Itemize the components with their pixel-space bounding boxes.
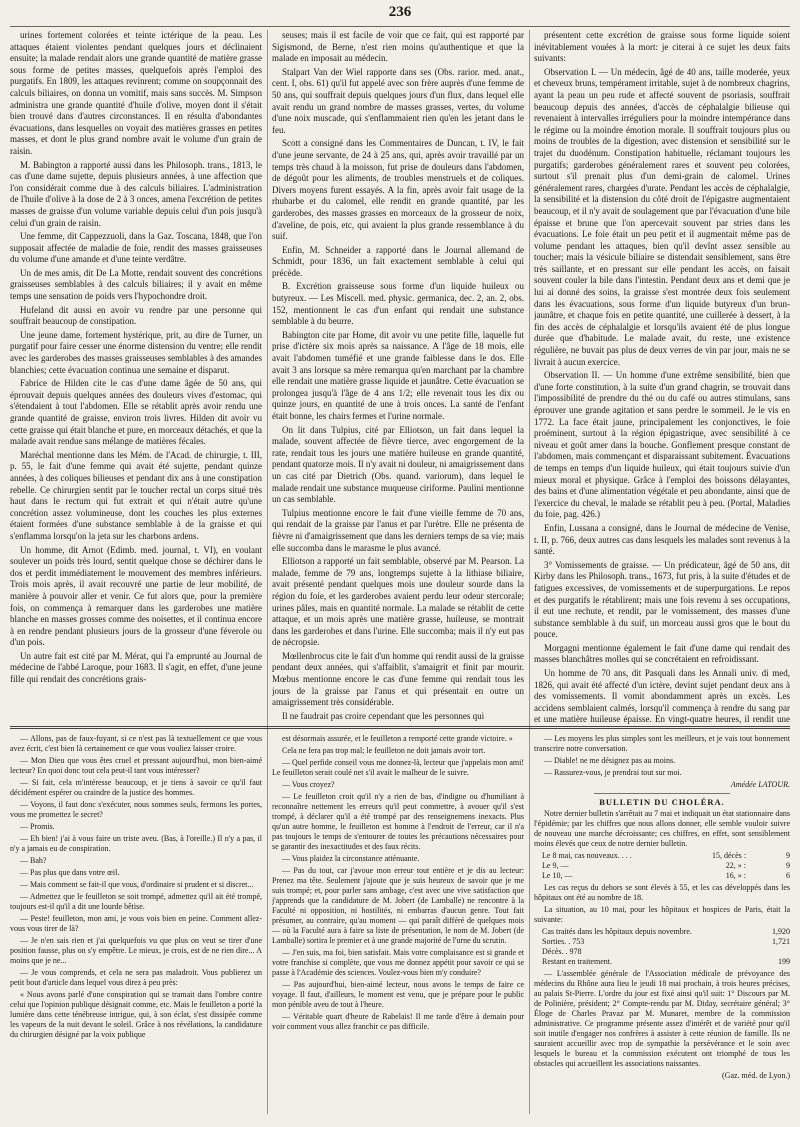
paragraph: — Promis. xyxy=(20,822,55,831)
column-2 xyxy=(272,30,524,725)
column-divider xyxy=(267,30,268,1114)
stat-cell: Décès. . 978 xyxy=(542,947,582,956)
stat-cell: Restant en traitement. xyxy=(542,957,612,966)
stat-cell: 1,721 xyxy=(772,937,790,946)
stat-cell xyxy=(700,937,746,947)
paragraph: « Nous avons parlé d'une conspiration qui se tramait dans l'ombre contre celui que l'opinion publique désignait comme, etc. Mais le feuilleton a porté la lumière dans cette ténébreuse intrigue, qui, à son éclat, s'est dissipée comme les vapeurs de la nuit devant le soleil. Grâce à nos révélations, la candidature du chirurgien désigné par la voix publique xyxy=(10,990,262,1039)
column-divider xyxy=(529,30,530,1114)
paragraph: — Peste! feuilleton, mon ami, je vous vois bien en peine. Comment allez-vous vous tirer de là? xyxy=(10,914,262,933)
stat-cell xyxy=(700,947,746,957)
paragraph: Enfin, Lussana a consigné, dans le Journal de médecine de Venise, t. II, p. 766, deux autres cas dans lesquels les malades sont revenus à la santé. xyxy=(534,522,790,557)
stat-cell: Le 9, — xyxy=(542,861,569,870)
bulletin-situation: La situation, au 10 mai, pour les hôpitaux et hospices de Paris, était la suivante: xyxy=(534,905,790,924)
paragraph: Un homme, dit Arnot (Edimb. med. journal, t. VI), en voulant soulever un poids très lourd, sentit quelque chose se déchirer dans le dos et perdit immédiatement le mouvement des membres inférieurs. Trois mois après, il avait recouvré une partie de leur mobilité, de manière à pouvoir aller et venir. Ce fut alors que, pour la première fois, on commença à remarquer dans les garderobes une matière blanche en masses grosses comme des noisettes, et il continua encore à en rendre pendant plusieurs jours de la grosseur d'une féverole ou d'un pois. xyxy=(10,544,262,648)
feuilleton-column-2 xyxy=(272,734,524,1114)
stat-cell xyxy=(700,957,746,967)
stat-cell xyxy=(750,947,790,957)
feuilleton-divider xyxy=(10,726,790,729)
paragraph: — Vous croyez? xyxy=(282,780,335,789)
paragraph: seuses; mais il est facile de voir que ce fait, qui est rapporté par Sigismond, de Berne, n'est rien moins qu'authentique et que la malade en imposait au médecin. xyxy=(272,30,524,64)
paragraph: Enfin, M. Schneider a rapporté dans le Journal allemand de Schmidt, pour 1836, un fait exactement semblable à celui qui précède. xyxy=(272,244,524,278)
stat-cell: Le 8 mai, cas nouveaux. . . . xyxy=(542,851,632,860)
paragraph: Elliotson a rapporté un fait semblable, observé par M. Pearson. La malade, femme de 79 ans, longtemps sujette à la lithiase biliaire, avait présenté pendant quelques mois une douleur sourde dans la région du foie, et les garderobes avaient perdu leur odeur stercorale; urines pâles, mais en quantité normale. La malade se rétablit de cette attaque, et un mois après une matière grasse, huileuse, se montrait dans les garderobes et dans l'urine. Elle succomba; mais il n'y eut pas de nécropsie. xyxy=(272,556,524,648)
header-rule xyxy=(10,26,790,27)
paragraph: Observation I. — Un médecin, âgé de 40 ans, taille moderée, yeux et cheveux bruns, tempérament irritable, sujet à de nombreux chagrins, ayant la peau un peu rude et affecté souvent de psoriasis, souffrait beaucoup depuis des années, d'accès de céphalalgie bilieuse qui revenaient à intervalles irréguliers pour la moindre intempérance dans le régime ou la moindre émotion morale. Il souffrait toujours plus ou moins de troubles de la digestion, avec distension et sensibilité sur le trajet du duodénum. Constipation habituelle, réclamant toujours les purgatifs; garderobes généralement rares et souvent peu colorées, surtout s'il prenait plus d'un demi-grain de calomel. Urines généralement rares, chargées d'urate. Pendant les accès de céphalalgie, la sensibilité et la distension du côté droit de l'épigastre augmentaient beaucoup, et il n'y avait de soulagement que par l'évacuation d'une bile épaisse et brune que l'on apercevait souvent par stries dans les évacuations. Le foie était un peu petit et il augmentait même pas de volume pendant les attaques, bien qu'il devînt assez sensible au toucher; mais la vésicule biliaire se distendait sensiblement, sans être très saillante, et en pressant sur elle pendant les accès, on faisait souvent couler la bile dans l'intestin. Pendant deux ans et demi que je lui ai donné des soins, la graisse s'est montrée deux fois seulement dans les évacuations, sous forme d'un liquide butyreux d'un brun-jaunâtre, et chaque fois en petite quantité, une cuillerée à dessert, à la fin des accès de céphalalgie et lorsqu'ils avaient été de plus longue durée que d'habitude. Le malade avait, du reste, une existence régulière, ne buvait pas plus de deux verres de vin par jour, mais ne se livrait à aucun exercice. xyxy=(534,66,790,367)
paragraph: Une femme, dit Cappezzuoli, dans la Gaz. Toscana, 1848, que l'on supposait affectée de maladie de foie, rendit des masses graisseuses du volume d'une amande et d'une teinte verdâtre. xyxy=(10,231,262,265)
paragraph: Un homme de 70 ans, dit Pasquali dans les Annali univ. di med, 1826, qui avait été affecté d'un ictère, devint sujet pendant deux ans à des vomissements. Il vomit abondamment après un excès. Les accidens semblaient calmés, lorsqu'il commença à rendre du sang par et une matière huileuse épaisse. En vingt-quatre heures, il rendit une xyxy=(534,668,790,725)
paragraph: Maréchal mentionne dans les Mém. de l'Acad. de chirurgie, t. III, p. 55, le fait d'une femme qui avait été sujette, pendant quinze années, à des coliques bilieuses et pendant dix ans à une constipation rebelle. Ce chirurgien sentit par le toucher rectal un corps situé très haut dans le rectum qui fut extrait et qui n'était autre qu'une concrétion assez volumineuse, dont les couches les plus externes étaient formées d'une substance semblable à de la graisse et qui s'enflamma lorsqu'on la jeta sur les charbons ardens. xyxy=(10,449,262,541)
separator xyxy=(594,793,730,794)
paragraph: — Vous plaidez la circonstance atténuante. xyxy=(282,854,420,863)
hospital-stats xyxy=(542,927,790,967)
stat-cell: 15, décès : xyxy=(712,851,746,860)
paragraph: — Si fait, cela m'intéresse beaucoup, et je tiens à savoir ce qu'il faut décidément espérer ou craindre de la justice des hommes. xyxy=(10,778,262,797)
paragraph: — J'en suis, ma foi, bien satisfait. Mais votre complaisance est si grande et votre franchise si complète, que vous me donnez appétit pour savoir ce qui se passe à l'Académie des sciences. Voulez-vous bien m'y conduire? xyxy=(272,948,524,977)
paragraph: Observation II. — Un homme d'une extrême sensibilité, bien que d'une forte constitution, à la suite d'un grand chagrin, se trouvait dans l'impossibilité de prendre du thé ou du café ou autres stimulans, sans éprouver une grande agitation et sans perdre le sommeil. Je le vis en 1772. La face était jaune, principalement les conjonctives, le foie proéminent, surtout à la région épigastrique, avec sensibilité à ce niveau et goût amer dans la bouche. Gonflement presque constant de l'abdomen, mais commençant et disparaissant subitement. Évacuations de temps en temps d'un liquide huileux, qui était toujours suivie d'un mieux moral et physique. Grâce à l'emploi des boissons délayantes, des bains et d'une alimentation végétale et peu abondante, ainsi que de l'exercice du cheval, le malade se rétablit peu à peu. (Portal, Maladies du foie, pag. 426.) xyxy=(534,370,790,520)
paragraph: — Rassurez-vous, je prendrai tout sur moi. xyxy=(544,768,682,777)
feuilleton-column-1 xyxy=(10,734,262,1114)
stat-cell: Cas traités dans les hôpitaux depuis novembre. xyxy=(542,927,692,936)
stat-cell: Sorties. . 753 xyxy=(542,937,585,946)
paragraph: urines fortement colorées et teinte ictérique de la peau. Les attaques étaient violentes pendant quelques jours et déclinaient ensuite; la malade rendait alors une grande quantité de matière grasse sous forme de petites masses, quelquefois après l'emploi des purgatifs. En 1809, les attaques revinrent; comme on soupçonnait des calculs biliaires, on donna un vomitif, mais sans succès. M. Simpson administra une grande quantité d'huile d'olive, moyen dont il s'était bien trouvé dans d'autres circonstances. Il en résulta d'abondantes évacuations, dans lesquelles on voyait des matières grasses en petites masses, et dont le plus grand nombre avait le volume d'un grain de raisin. xyxy=(10,30,262,156)
paragraph: Mœllenbrocus cite le fait d'un homme qui rendit aussi de la graisse pendant deux années, qui s'affaiblit, s'amaigrit et finit par mourir. Mœbus mentionne encore le cas d'une femme qui rendait tous les jours de la graisse par l'anus et qui présentait en outre un amaigrissement très considérable. xyxy=(272,650,524,708)
stat-cell: 6 xyxy=(786,871,790,880)
paragraph: Hufeland dit aussi en avoir vu rendre par une personne qui souffrait beaucoup de constipation. xyxy=(10,304,262,327)
paragraph: Un autre fait est cité par M. Mérat, qui l'a emprunté au Journal de médecine de l'abbé Laroque, pour 1683. Il s'agit, en effet, d'une jeune fille qui rendait des concrétions grais- xyxy=(10,650,262,685)
bulletin-note: Les cas reçus du dehors se sont élevés à 55, et les cas développés dans les hôpitaux ont été au nombre de 18. xyxy=(534,883,790,902)
feuilleton-end xyxy=(534,734,790,778)
paragraph: — Voyons, il faut donc s'exécuter, nous sommes seuls, fermons les portes, vous me promettez le secret? xyxy=(10,800,262,819)
paragraph: est désormais assurée, et le feuilleton a remporté cette grande victoire. » xyxy=(282,734,513,743)
bulletin-intro: Notre dernier bulletin s'arrêtait au 7 mai et indiquait un état stationnaire dans l'épidémie; par les chiffres que nous allons donner, elle semble vouloir suivre de nouveau une marche décroissante; ces chiffres, en effet, sont sensiblement moins élevés que ceux de notre dernier bulletin. xyxy=(534,809,790,848)
stat-cell: Le 10, — xyxy=(542,871,573,880)
paragraph: — Les moyens les plus simples sont les meilleurs, et je vais tout bonnement transcrire notre conversation. xyxy=(534,734,790,753)
stat-cell: 1,920 xyxy=(772,927,790,936)
paragraph: Stalpart Van der Wiel rapporte dans ses (Obs. rarior. med. anat., cent. I, obs. 61) qu'il fut appelé avec son frère auprès d'une femme de 50 ans, qui souffrait depuis quelques jours d'un flux, dans lequel elle avait rendu un grand nombre de masses grasses, vertes, du volume d'une noix muscade, qui s'enflammaient rien qu'en les jetant dans le feu. xyxy=(272,66,524,135)
paragraph: Tulpius mentionne encore le fait d'une vieille femme de 70 ans, qui rendait de la graisse par l'anus et par l'urètre. Elle ne présenta de fièvre ni d'amaigrissement que dans les derniers temps de sa vie; mais elle succomba dans le marasme le plus avancé. xyxy=(272,507,524,553)
paragraph: Une jeune dame, fortement hystérique, prit, au dire de Turner, un purgatif pour faire cesser une énorme distension du ventre; elle rendit avec les garderobes des masses graisseuses semblables à des amandes blanchies; cette évacuation continua une semaine et disparut. xyxy=(10,329,262,375)
stat-cell: 9 xyxy=(786,851,790,860)
column-3 xyxy=(534,30,790,725)
feuilleton-column-3 xyxy=(534,734,790,1114)
paragraph: — Bah? xyxy=(20,856,47,865)
assembly-notice: — L'assemblée générale de l'Association médicale de prévoyance des médecins du Rhône aura lieu le jeudi 18 mai prochain, à trois heures précises, au palais St-Pierre. L'ordre du jour est fixé ainsi qu'il suit: 1° Discours par M. de Polinière, président; 2° Compte-rendu par M. Diday, secrétaire général; 3° Éloge de Charles Pravaz par M. Munaret, membre de la commission administrative. Ce programme présente assez d'intérêt et de variété pour qu'il soit inutile d'engager nos confrères à assister à cette réunion de famille. Ils ne sauraient accueillir avec trop de sympathie la persévérance et le soin avec lesquels le bureau et la commission exécutent ont triomphé de tous les obstacles qui accueillent les associations naissantes. xyxy=(534,969,790,1068)
paragraph: — Allons, pas de faux-fuyant, si ce n'est pas là textuellement ce que vous avez écrit, c'est bien là certainement ce que vous vouliez laisser croire. xyxy=(10,734,262,753)
paragraph: — Le feuilleton croit qu'il n'y a rien de bas, d'indigne ou d'humiliant à reconnaître nettement les erreurs qu'il peut commettre, à avouer qu'il s'est trompé, à déclarer qu'il a été trompé par des renseignemens inexacts. Plus qu'un autre homme, le feuilleton est homme à l'endroit de l'erreur, car il n'a pas toujours le temps de s'entourer de toutes les précautions nécessaires pour se garantir des inexactitudes et des faux récits. xyxy=(272,792,524,851)
paragraph: Un de mes amis, dit De La Motte, rendait souvent des concrétions graisseuses semblables à des calculs biliaires; il y avait en même temps une sensation de poids vers l'hypochondre droit. xyxy=(10,267,262,302)
paragraph: On lit dans Tulpius, cité par Elliotson, un fait dans lequel la malade, souvent affectée de fièvre tierce, avec engorgement de la rate, rendait tous les jours une matière huileuse en grande quantité, pendant quatorze mois. Il n'y avait ni douleur, ni amaigrissement dans un cas cité par Dietrich (Obs. quand. variorum), dans lequel le malade rendait une substance muqueuse ciriforme. Paulini mentionne un cas semblable. xyxy=(272,424,524,505)
bulletin-title: BULLETIN DU CHOLÉRA. xyxy=(599,797,725,807)
assembly-source: (Gaz. méd. de Lyon.) xyxy=(722,1071,790,1080)
paragraph: — Admettez que le feuilleton se soit trompé, admettez qu'il ait été trompé, toujours est-il qu'il a dit une lourde bêtise. xyxy=(10,892,262,911)
newspaper-page xyxy=(10,4,790,1117)
paragraph: Il ne faudrait pas croire cependant que les personnes qui xyxy=(282,710,485,721)
paragraph: — Pas aujourd'hui, bien-aimé lecteur, nous avons le temps de faire ce voyage. Il faut, d'ailleurs, le moment est venu, que je prépare pour le public mon pénible aveu de tout à l'heure. xyxy=(272,980,524,1009)
page-number: 236 xyxy=(388,4,412,20)
paragraph: — Pas du tout, car j'avoue mon erreur tout entière et je dis au lecteur: Prenez ma tête. Seulement j'ajoute que je suis heureux de savoir que je me suis trompé; et, pour parler sans ambage, c'est avec une vive satisfaction que j'apprends que la candidature de M. Jobert (de Lamballe) ne rencontre à la Faculté ni opposition, ni hostilités, ni embarras d'aucun genre. Tout fait présumer, au contraire, qu'au moment — qui paraît différé de quelques mois — où la Faculté aura à faire sa liste de présentation, le nom de M. Jobert (de Lamballe) sortira le premier et à une grande majorité de l'urne du scrutin. xyxy=(272,866,524,945)
paragraph: — Mais comment se fait-il que vous, d'ordinaire si prudent et si discret... xyxy=(20,880,254,889)
paragraph: M. Babington a rapporté aussi dans les Philosoph. trans., 1813, le cas d'une dame sujette, depuis plusieurs années, à une affection que l'on considérait comme due à des calculs biliaires. L'administration de l'huile d'olive à la dose de 2 à 3 onces, amena l'excrétion de petites masses de graisse d'un volume variable depuis celui d'un pois jusqu'à celui d'un grain de raisin. xyxy=(10,159,262,228)
paragraph: — Véritable quart d'heure de Rabelais! Il me tarde d'être à demain pour voir comment vous allez franchir ce pas difficile. xyxy=(272,1012,524,1031)
paragraph: 3° Vomissements de graisse. — Un prédicateur, âgé de 50 ans, dit Kirby dans les Philosoph. trans., 1673, fut pris, à la suite d'études et de fatigues excessives, de vomissements et de superpurgations. Le repos et des purgatifs le rétablirent; mais une fois revenu à ses occupations, il eut une rechute, et rendit, par le vomissement, des masses d'une substance semblable à du suif, un morceau aussi gros que le bout du pouce. xyxy=(534,559,790,640)
paragraph: — Quel perfide conseil vous me donnez-là, lecteur que j'appelais mon ami! Le feuilleton serait coulé net s'il avait le malheur de le suivre. xyxy=(272,758,524,777)
paragraph: B. Excrétion graisseuse sous forme d'un liquide huileux ou butyreux. — Les Miscell. med. physic. germanica, dec. 2, an. 2, obs. 152, mentionnent le cas d'un enfant qui rendait une substance semblable à du beurre. xyxy=(272,281,524,327)
stat-cell: 16, » : xyxy=(725,871,746,880)
signature: Amédée LATOUR. xyxy=(730,780,790,789)
paragraph: — Je n'en sais rien et j'ai quelquefois vu que plus on veut se tirer d'une position fausse, plus on s'y empêtre. Le mieux, je crois, est de ne rien dire... A moins que je ne... xyxy=(10,936,262,965)
paragraph: Babington cite par Home, dit avoir vu une petite fille, laquelle fut prise d'ictère six mois après sa naissance. A l'âge de 18 mois, elle avait l'abdomen tuméfié et une grande faiblesse dans le dos. Elle avait 3 ans lorsque sa mère remarqua qu'en marchant par la chambre elle rendait une matière grasse liquide et jaunâtre. Cette évacuation se prolongea jusqu'à l'âge de 4 ans 1/2; elle revenait tous les dix ou quinze jours, en quantité de une à trois onces. La santé de l'enfant était bonne, les chairs fermes et l'urine normale. xyxy=(272,329,524,421)
paragraph: — Pas plus que dans votre œil. xyxy=(20,868,120,877)
paragraph: — Eh bien! j'ai à vous faire un triste aveu. (Bas, à l'oreille.) Il n'y a pas, il n'y a jamais eu de conspiration. xyxy=(10,834,262,853)
paragraph: présentent cette excrétion de graisse sous forme liquide soient inévitablement vouées à la mort: je citerai à ce sujet les deux faits suivants: xyxy=(534,30,790,64)
stat-cell: 22, » : xyxy=(725,861,746,870)
paragraph: — Diable! ne me désignez pas au moins. xyxy=(544,756,676,765)
stat-cell xyxy=(700,927,746,937)
paragraph: Morgagni mentionne également le fait d'une dame qui rendait des masses blanchâtres molles qui se concrétaient en refroidissant. xyxy=(534,642,790,665)
paragraph: — Mon Dieu que vous êtes cruel et pressant aujourd'hui, mon bien-aimé lecteur? En quoi donc tout cela peut-il tant vous intéresser? xyxy=(10,756,262,775)
paragraph: Scott a consigné dans les Commentaires de Duncan, t. IV, le fait d'une jeune servante, de 24 à 25 ans, qui, après avoir travaillé par un temps très chaud à la moisson, fut prise de douleurs dans l'abdomen, de dégoût pour les aliments, de troubles menstruels et de coliques. Divers moyens furent essayés. A la fin, après avoir fait usage de la rhubarbe et du calomel, elle rendit en grande quantité, par les garderobes, des masses grasses en morceaux de la grosseur de noix, d'aveline, de pois, etc, qui avaient la plus grande ressemblance à du suif. xyxy=(272,138,524,242)
paragraph: — Je vous comprends, et cela ne sera pas maladroit. Vous publierez un petit bout d'article dans lequel vous direz à peu près: xyxy=(10,968,262,987)
paragraph: Fabrice de Hilden cite le cas d'une dame âgée de 50 ans, qui éprouvait depuis quelques années des douleurs vives d'estomac, qui s'étendaient à tout l'abdomen. Elle se rétablit après avoir rendu une grande quantité de graisse, environ trois livres. Hilden dit avoir vu cette graisse qui était blanche et pure, en morceaux détachés, et que la malade avait rendue sans mélange de matières fécales. xyxy=(10,378,262,447)
column-1 xyxy=(10,30,262,725)
stat-cell: 9 xyxy=(786,861,790,870)
stat-cell: 199 xyxy=(778,957,790,966)
paragraph: Cela ne fera pas trop mal; le feuilleton ne doit jamais avoir tort. xyxy=(282,746,486,755)
daily-stats xyxy=(542,851,790,881)
